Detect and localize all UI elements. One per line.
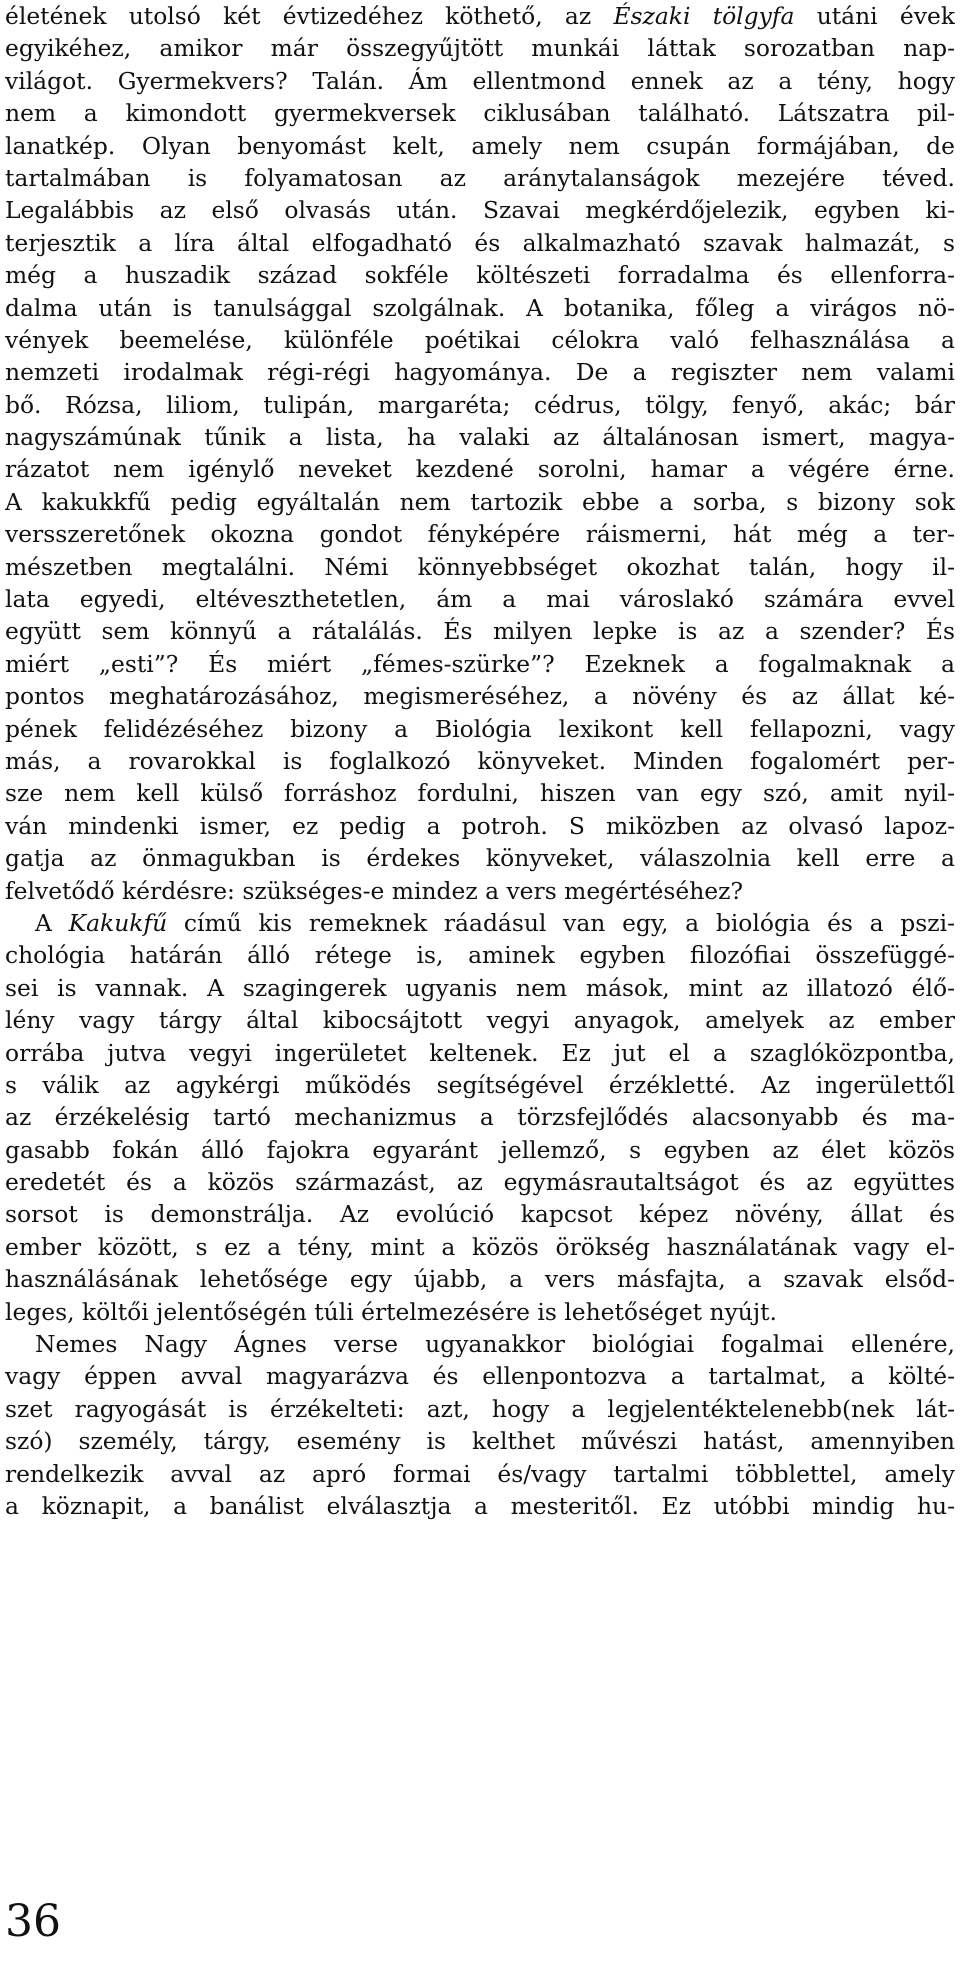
text-segment: a köznapit, a banálist elválasztja a mesteritől. Ez utóbbi mindig hu- [5, 1491, 955, 1520]
text-segment: lanatkép. Olyan benyomást kelt, amely nem csupán formájában, de [5, 131, 955, 160]
text-segment: vények beemelése, különféle poétikai célokra való felhasználása a [5, 325, 955, 354]
text-line [5, 1328, 955, 1360]
text-segment: orrába jutva vegyi ingerületet keltenek. Ez jut el a szaglóközpontba, [5, 1038, 955, 1067]
page-text-column [5, 0, 955, 1522]
text-segment: használásának lehetősége egy újabb, a vers másfajta, a szavak elsőd- [5, 1265, 955, 1294]
text-line [5, 1198, 955, 1230]
text-line [5, 842, 955, 874]
text-segment: lény vagy tárgy által kibocsájtott vegyi anyagok, amelyek az ember [5, 1006, 955, 1035]
text-segment: szet ragyogását is érzékelteti: azt, hogy a legjelentéktelenebb(nek lát- [5, 1394, 955, 1423]
text-line [5, 259, 955, 291]
text-line [5, 615, 955, 647]
text-line [5, 1004, 955, 1036]
text-line [5, 551, 955, 583]
text-line [5, 680, 955, 712]
text-segment: című kis remeknek ráadásul van egy, a biológia és a pszi- [167, 908, 955, 937]
text-segment: A kakukkfű pedig egyáltalán nem tartozik ebbe a sorba, s bizony sok [5, 487, 955, 516]
text-line [5, 194, 955, 226]
text-line [5, 648, 955, 680]
text-line [5, 324, 955, 356]
text-segment: egyikéhez, amikor már összegyűjtött munkái láttak sorozatban nap- [5, 34, 955, 63]
text-segment: gatja az önmagukban is érdekes könyveket, válaszolnia kell erre a [5, 844, 955, 873]
text-segment: dalma után is tanulsággal szolgálnak. A botanika, főleg a virágos nö- [5, 293, 955, 322]
text-segment: az érzékelésig tartó mechanizmus a törzsfejlődés alacsonyabb és ma- [5, 1103, 955, 1132]
text-line [5, 518, 955, 550]
text-line [5, 486, 955, 518]
text-line [5, 65, 955, 97]
text-segment: nem a kimondott gyermekversek ciklusában található. Látszatra pil- [5, 99, 955, 128]
text-segment: sei is vannak. A szagingerek ugyanis nem mások, mint az illatozó élő- [5, 973, 955, 1002]
text-segment: chológia határán álló rétege is, aminek egyben filozófiai összefüggé- [5, 941, 955, 970]
text-line [5, 130, 955, 162]
text-line [5, 583, 955, 615]
text-segment: bő. Rózsa, liliom, tulipán, margaréta; cédrus, tölgy, fenyő, akác; bár [5, 390, 955, 419]
text-line [5, 0, 955, 32]
text-segment: utáni évek [794, 2, 955, 30]
text-line [5, 227, 955, 259]
text-line [5, 1360, 955, 1392]
text-segment: világot. Gyermekvers? Talán. Ám ellentmond ennek az a tény, hogy [5, 66, 955, 95]
text-line [5, 713, 955, 745]
text-segment: leges, költői jelentőségén túli értelmezésére is lehetőséget nyújt. [5, 1297, 777, 1326]
text-segment: miért „esti”? És miért „fémes-szürke”? Ezeknek a fogalmaknak a [5, 649, 955, 678]
text-line [5, 745, 955, 777]
text-segment: mészetben megtalálni. Némi könnyebbséget okozhat talán, hogy il- [5, 552, 955, 581]
text-segment: más, a rovarokkal is foglalkozó könyveket. Minden fogalomért per- [5, 746, 955, 775]
text-line [5, 972, 955, 1004]
text-segment: gasabb fokán álló fajokra egyaránt jellemző, s egyben az élet közös [5, 1135, 955, 1164]
text-segment: együtt sem könnyű a rátalálás. És milyen lepke is az a szender? És [5, 617, 955, 646]
text-line [5, 32, 955, 64]
text-segment: ván mindenki ismer, ez pedig a potroh. S miközben az olvasó lapoz- [5, 811, 955, 840]
text-segment: szó) személy, tárgy, esemény is kelthet művészi hatást, amennyiben [5, 1427, 955, 1456]
text-segment: A [35, 908, 69, 937]
text-line [5, 1101, 955, 1133]
text-segment: pének felidézéséhez bizony a Biológia lexikont kell fellapozni, vagy [5, 714, 955, 743]
text-segment: tartalmában is folyamatosan az aránytalanságok mezejére téved. [5, 163, 955, 192]
text-line [5, 1231, 955, 1263]
text-line [5, 97, 955, 129]
italic-title: Északi tölgyfa [613, 2, 795, 30]
text-segment: s válik az agykérgi működés segítségével érzékletté. Az ingerülettől [5, 1070, 955, 1099]
text-line [5, 1458, 955, 1490]
text-line [5, 907, 955, 939]
paragraph [5, 907, 955, 1328]
page-number: 36 [5, 1896, 61, 1947]
text-segment: pontos meghatározásához, megismeréséhez, a növény és az állat ké- [5, 682, 955, 711]
text-segment: eredetét és a közös származást, az egymásrautaltságot és az együttes [5, 1168, 955, 1197]
text-segment: terjesztik a líra által elfogadható és alkalmazható szavak halmazát, s [5, 228, 955, 257]
italic-title: Kakukfű [68, 908, 168, 937]
text-line [5, 875, 955, 907]
text-segment: rázatot nem igénylő neveket kezdené sorolni, hamar a végére érne. [5, 455, 955, 484]
text-line [5, 1490, 955, 1522]
text-segment: még a huszadik század sokféle költészeti forradalma és ellenforra- [5, 261, 955, 290]
text-line [5, 1393, 955, 1425]
text-line [5, 389, 955, 421]
text-line [5, 453, 955, 485]
text-segment: Legalábbis az első olvasás után. Szavai megkérdőjelezik, egyben ki- [5, 196, 955, 225]
text-segment: sorsot is demonstrálja. Az evolúció kapcsot képez növény, állat és [5, 1200, 955, 1229]
text-segment: lata egyedi, eltéveszthetetlen, ám a mai városlakó számára evvel [5, 585, 955, 614]
text-line [5, 356, 955, 388]
text-line [5, 1296, 955, 1328]
paragraph [5, 1328, 955, 1522]
text-line [5, 1425, 955, 1457]
text-line [5, 1263, 955, 1295]
text-segment: életének utolsó két évtizedéhez köthető, az [5, 2, 614, 30]
text-line [5, 1134, 955, 1166]
text-segment: ember között, s ez a tény, mint a közös örökség használatának vagy el- [5, 1232, 955, 1261]
text-line [5, 810, 955, 842]
text-line [5, 292, 955, 324]
text-segment: Nemes Nagy Ágnes verse ugyanakkor biológiai fogalmai ellenére, [35, 1330, 955, 1359]
text-segment: versszeretőnek okozna gondot fényképére ráismerni, hát még a ter- [5, 520, 955, 549]
paragraph [5, 0, 955, 907]
text-line [5, 777, 955, 809]
text-segment: rendelkezik avval az apró formai és/vagy tartalmi többlettel, amely [5, 1459, 955, 1488]
text-line [5, 1069, 955, 1101]
text-segment: sze nem kell külső forráshoz fordulni, hiszen van egy szó, amit nyil- [5, 779, 955, 808]
text-line [5, 939, 955, 971]
text-segment: felvetődő kérdésre: szükséges-e mindez a vers megértéséhez? [5, 876, 744, 905]
text-line [5, 1037, 955, 1069]
text-segment: nagyszámúnak tűnik a lista, ha valaki az általánosan ismert, magya- [5, 423, 955, 452]
text-line [5, 162, 955, 194]
text-line [5, 1166, 955, 1198]
text-segment: nemzeti irodalmak régi-régi hagyománya. De a regiszter nem valami [5, 358, 955, 387]
text-segment: vagy éppen avval magyarázva és ellenpontozva a tartalmat, a költé- [5, 1362, 955, 1391]
text-line [5, 421, 955, 453]
